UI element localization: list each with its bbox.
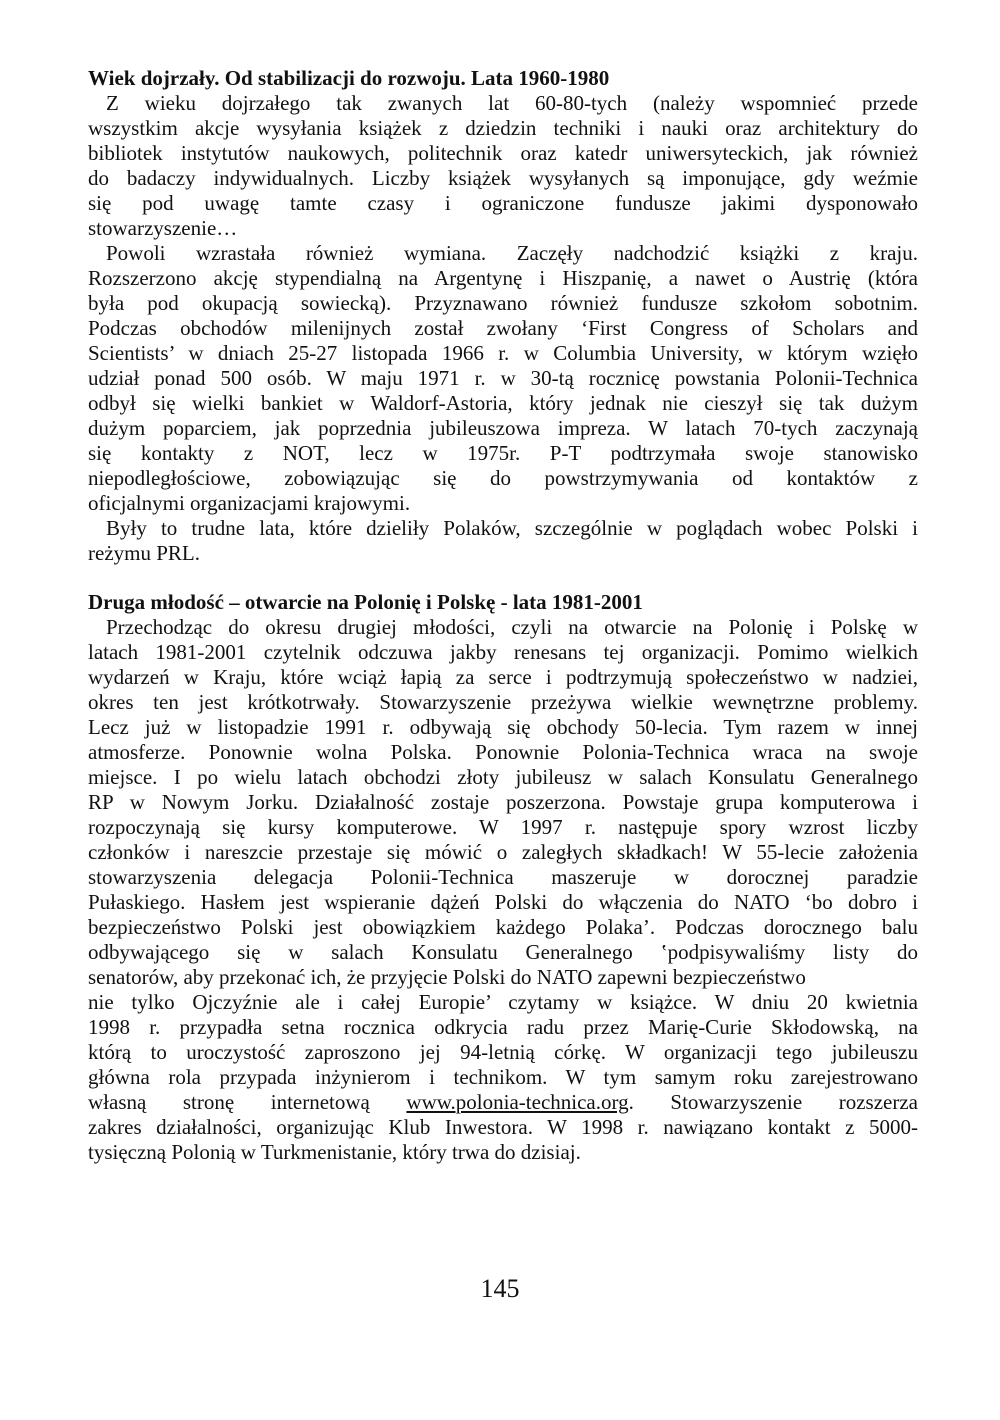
text-fragment: . Stowarzyszenie rozszerza [628,1090,919,1114]
text-fragment: własną stronę internetową [88,1090,407,1114]
text-line: zakres działalności, organizując Klub Inwestora. W 1998 r. nawiązano kontakt z 5000- [88,1115,918,1139]
text-line: Przechodząc do okresu drugiej młodości, czyli na otwarcie na Polonię i Polskę w [106,615,918,639]
text-line: miejsce. I po wielu latach obchodzi złoty jubileusz w salach Konsulatu Generalnego [88,765,918,789]
paragraph [88,241,918,516]
paragraph [88,615,918,1165]
text-line: 1998 r. przypadła setna rocznica odkrycia radu przez Marię-Curie Skłodowską, na [88,1015,918,1039]
text-line: stowarzyszenie… [88,216,238,240]
text-line: Z wieku dojrzałego tak zwanych lat 60-80-tych (należy wspomnieć przede [106,91,918,115]
text-line: wydarzeń w Kraju, które wciąż łapią za serce i podtrzymują społeczeństwo w nadziei, [88,665,918,689]
text-line: RP w Nowym Jorku. Działalność zostaje poszerzona. Powstaje grupa komputerowa i [88,790,918,814]
text-line: latach 1981-2001 czytelnik odczuwa jakby renesans tej organizacji. Pomimo wielkich [88,640,918,664]
text-line: którą to uroczystość zaproszono jej 94-letnią córkę. W organizacji tego jubileuszu [88,1040,918,1064]
text-line: nie tylko Ojczyźnie ale i całej Europie’ czytamy w książce. W dniu 20 kwietnia [88,990,918,1014]
text-line: członków i nareszcie przestaje się mówić o zaległych składkach! W 55-lecie założenia [88,840,918,864]
text-line: dużym poparciem, jak poprzednia jubileuszowa impreza. W latach 70-tych zaczynają [88,416,918,440]
section-heading-mature-age: Wiek dojrzały. Od stabilizacji do rozwoju. Lata 1960-1980 [88,66,610,90]
document-page [88,66,918,1165]
text-line: była pod okupacją sowiecką). Przyznawano również fundusze szkołom sobotnim. [88,291,918,315]
text-line: okres ten jest krótkotrwały. Stowarzyszenie przeżywa wielkie wewnętrzne problemy. [88,690,918,714]
text-line: Były to trudne lata, które dzieliły Polaków, szczególnie w poglądach wobec Polski i [106,516,918,540]
text-line: do badaczy indywidualnych. Liczby książek wysyłanych są imponujące, gdy weźmie [88,166,918,190]
website-link[interactable]: www.polonia-technica.org [406,1090,629,1114]
text-line: Scientists’ w dniach 25-27 listopada 1966 r. w Columbia University, w którym wzięło [88,341,918,365]
text-line: się pod uwagę tamte czasy i ograniczone fundusze jakimi dysponowało [88,191,918,215]
paragraph [88,91,918,241]
text-line: tysięczną Polonią w Turkmenistanie, który trwa do dzisiaj. [88,1140,581,1164]
text-line: stowarzyszenia delegacja Polonii-Technica maszeruje w dorocznej paradzie [88,865,918,889]
text-line: główna rola przypada inżynierom i technikom. W tym samym roku zarejestrowano [88,1065,918,1089]
text-line: bibliotek instytutów naukowych, politechnik oraz katedr uniwersyteckich, jak również [88,141,918,165]
text-line: Rozszerzono akcję stypendialną na Argentynę i Hiszpanię, a nawet o Austrię (która [88,266,918,290]
text-line: Lecz już w listopadzie 1991 r. odbywają się obchody 50-lecia. Tym razem w innej [88,715,918,739]
text-line: reżymu PRL. [88,541,200,565]
text-line: oficjalnymi organizacjami krajowymi. [88,491,411,515]
page-number: 145 [480,1274,520,1303]
text-line: Pułaskiego. Hasłem jest wspieranie dążeń Polski do włączenia do NATO ‘bo dobro i [88,890,918,914]
section-spacer [88,566,918,590]
text-line: niepodległościowe, zobowiązując się do powstrzymywania od kontaktów z [88,466,918,490]
text-line: atmosferze. Ponownie wolna Polska. Ponownie Polonia-Technica wraca na swoje [88,740,918,764]
text-line: Podczas obchodów milenijnych został zwołany ‘First Congress of Scholars and [88,316,918,340]
section-heading-second-youth: Druga młodość – otwarcie na Polonię i Polskę - lata 1981-2001 [88,590,643,614]
text-line: bezpieczeństwo Polski jest obowiązkiem każdego Polaka’. Podczas dorocznego balu [88,915,918,939]
text-line: senatorów, aby przekonać ich, że przyjęcie Polski do NATO zapewni bezpieczeństwo [88,965,806,989]
text-line: rozpoczynają się kursy komputerowe. W 1997 r. następuje spory wzrost liczby [88,815,918,839]
text-line: wszystkim akcje wysyłania książek z dziedzin techniki i nauki oraz architektury do [88,116,918,140]
paragraph [88,516,918,566]
text-line: Powoli wzrastała również wymiana. Zaczęły nadchodzić książki z kraju. [106,241,918,265]
text-line: odbył się wielki bankiet w Waldorf-Astoria, który jednak nie cieszył się tak dużym [88,391,918,415]
text-line: udział ponad 500 osób. W maju 1971 r. w 30-tą rocznicę powstania Polonii-Technica [88,366,918,390]
text-line: odbywającego się w salach Konsulatu Generalnego ‛podpisywaliśmy listy do [88,940,918,964]
text-line: się kontakty z NOT, lecz w 1975r. P-T podtrzymała swoje stanowisko [88,441,918,465]
text-line-with-link [88,1090,918,1115]
